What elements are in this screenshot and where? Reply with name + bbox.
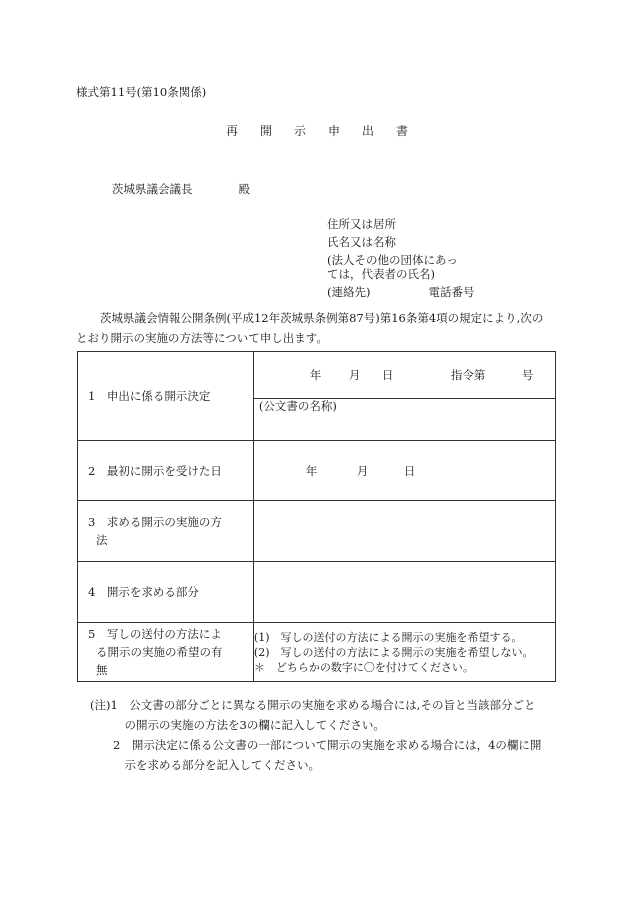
recipient-name: 茨城県議会議長 xyxy=(112,182,193,196)
decision-value-cell[interactable] xyxy=(253,352,555,441)
copy-delivery-label xyxy=(78,623,254,682)
table-row-copy-delivery xyxy=(78,623,556,682)
method-label-line1: 3 求める開示の実施の方 xyxy=(88,515,222,529)
first-disclosure-day: 日 xyxy=(403,464,416,478)
applicant-address-label: 住所又は居所 xyxy=(327,217,396,231)
directive-prefix: 指令第 xyxy=(450,368,486,382)
directive-suffix: 号 xyxy=(521,368,534,382)
copy-delivery-label-line3: 無 xyxy=(96,663,108,677)
contact-label: (連絡先) xyxy=(327,285,371,299)
document-title: 再開示申出書 xyxy=(226,124,431,138)
decision-label: 1 申出に係る開示決定 xyxy=(78,352,254,441)
method-value-cell[interactable] xyxy=(253,501,555,562)
decision-date-subcell[interactable] xyxy=(254,352,555,399)
recipient-honorific: 殿 xyxy=(238,182,250,196)
part-label: 4 開示を求める部分 xyxy=(78,562,254,623)
decision-day: 日 xyxy=(381,368,394,382)
note-line-4: 示を求める部分を記入してください。 xyxy=(90,758,320,772)
decision-month: 月 xyxy=(348,368,361,382)
notes xyxy=(90,695,552,775)
applicant-name-label: 氏名又は名称 xyxy=(327,235,396,249)
copy-delivery-value-cell[interactable] xyxy=(253,623,555,682)
table-row-decision xyxy=(78,352,556,441)
document-name-label: (公文書の名称) xyxy=(258,399,337,413)
phone-label: 電話番号 xyxy=(428,285,475,299)
copy-delivery-label-line1: 5 写しの送付の方法によ xyxy=(88,627,222,641)
recipient xyxy=(112,182,250,197)
applicant-contact xyxy=(327,285,474,300)
table-row-part xyxy=(78,562,556,623)
application-table xyxy=(77,351,556,682)
first-disclosure-label: 2 最初に開示を受けた日 xyxy=(78,441,254,501)
copy-option-note: ＊ どちらかの数字に〇を付けてください。 xyxy=(253,660,474,674)
table-row-method xyxy=(78,501,556,562)
first-disclosure-month: 月 xyxy=(356,464,369,478)
note-line-3: 2 開示決定に係る公文書の一部について開示の実施を求める場合には，4の欄に開 xyxy=(90,738,542,752)
copy-delivery-label-line2: る開示の実施の希望の有 xyxy=(96,645,223,659)
copy-option-2[interactable]: (2) 写しの送付の方法による開示の実施を希望しない。 xyxy=(253,645,534,659)
applicant-corp-line1: (法人その他の団体にあっ xyxy=(327,253,458,267)
first-disclosure-year: 年 xyxy=(305,464,318,478)
method-label xyxy=(78,501,254,562)
note-line-1: (注)1 公文書の部分ごとに異なる開示の実施を求める場合には,その旨と当該部分ごと xyxy=(90,698,536,712)
method-label-line2: 法 xyxy=(96,533,108,547)
note-line-2: の開示の実施の方法を3の欄に記入してください。 xyxy=(90,718,385,732)
decision-year: 年 xyxy=(309,368,322,382)
applicant-corp-line2: ては，代表者の氏名) xyxy=(327,267,435,281)
first-disclosure-value-cell[interactable] xyxy=(253,441,555,501)
copy-option-1[interactable]: (1) 写しの送付の方法による開示の実施を希望する。 xyxy=(253,630,523,644)
form-number: 様式第11号(第10条関係) xyxy=(76,85,207,99)
part-value-cell[interactable] xyxy=(253,562,555,623)
statement-paragraph: 茨城県議会情報公開条例(平成12年茨城県条例第87号)第16条第4項の規定により,次のとおり開示の実施の方法等について申し出ます。 xyxy=(76,311,544,345)
table-row-first-disclosure xyxy=(78,441,556,501)
